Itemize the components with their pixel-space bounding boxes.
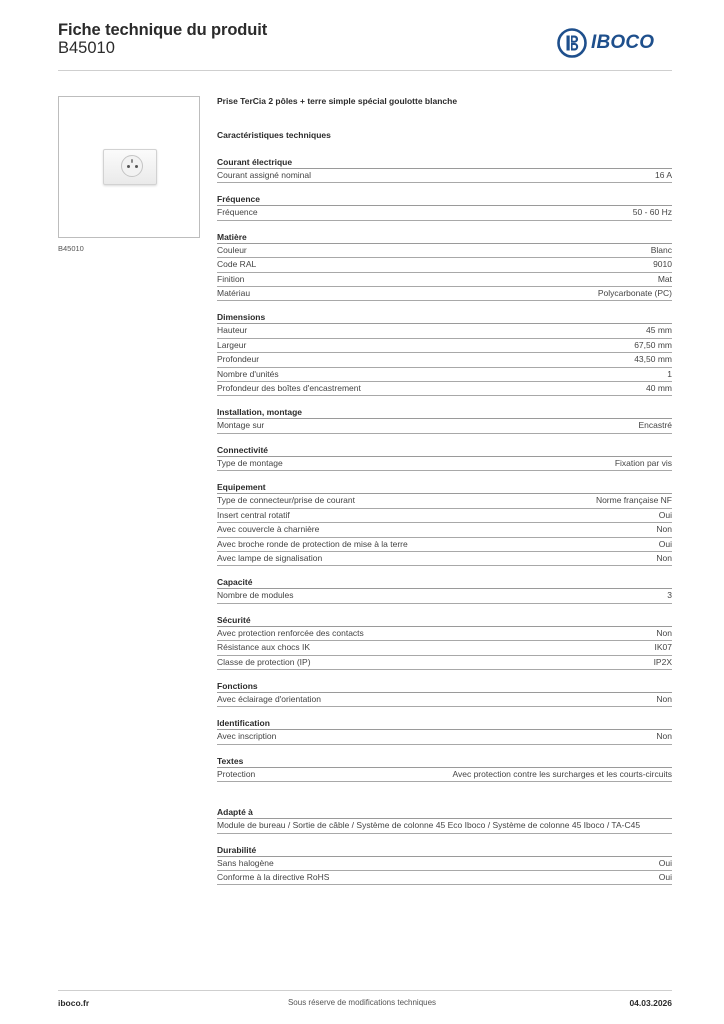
spec-label: Protection — [217, 768, 256, 779]
spec-section — [217, 406, 672, 433]
spec-label: Avec inscription — [217, 731, 277, 742]
spec-value: Oui — [658, 509, 672, 520]
spec-value: IK07 — [654, 642, 672, 653]
spec-section-title: Equipement — [217, 481, 672, 494]
spec-label: Nombre de modules — [217, 590, 294, 601]
spec-row — [217, 693, 672, 707]
spec-value: 40 mm — [646, 383, 672, 394]
spec-label: Avec lampe de signalisation — [217, 552, 323, 563]
spec-row — [217, 244, 672, 258]
spec-section — [217, 717, 672, 744]
spec-label: Profondeur des boîtes d'encastrement — [217, 383, 361, 394]
spec-value: Avec protection contre les surcharges et les courts-circuits — [452, 768, 672, 779]
spec-row — [217, 382, 672, 396]
spec-section — [217, 806, 672, 833]
spec-value: Blanc — [650, 244, 672, 255]
spec-row — [217, 871, 672, 885]
spec-value: 16 A — [654, 170, 672, 180]
spec-section — [217, 481, 672, 566]
spec-value: Non — [656, 524, 672, 535]
spec-row — [217, 641, 672, 655]
spec-label: Couleur — [217, 244, 247, 255]
spec-section-title: Fonctions — [217, 680, 672, 693]
spec-label: Hauteur — [217, 325, 248, 336]
spec-value: IP2X — [653, 656, 672, 667]
spec-label: Nombre d'unités — [217, 368, 279, 379]
spec-section-title: Installation, montage — [217, 406, 672, 419]
iboco-logo-icon — [557, 28, 587, 58]
spec-value: 9010 — [653, 259, 672, 270]
spec-label: Avec protection renforcée des contacts — [217, 627, 364, 638]
spec-label: Fréquence — [217, 207, 258, 218]
spec-sections — [217, 156, 672, 885]
spec-section-title: Courant électrique — [217, 156, 672, 169]
spec-row — [217, 627, 672, 641]
spec-section — [217, 193, 672, 220]
footer-date: 04.03.2026 — [629, 998, 672, 1008]
spec-value: Oui — [658, 871, 672, 882]
spec-value: Fixation par vis — [614, 457, 672, 468]
spec-section — [217, 614, 672, 670]
spec-row — [217, 494, 672, 508]
spec-row — [217, 206, 672, 220]
footer-divider — [58, 990, 672, 991]
spec-value: 43,50 mm — [634, 354, 672, 365]
spec-value: Non — [656, 627, 672, 638]
spec-label: Courant assigné nominal — [217, 170, 312, 180]
spec-label: Code RAL — [217, 259, 257, 270]
spec-value: 67,50 mm — [634, 339, 672, 350]
spec-label: Insert central rotatif — [217, 509, 290, 520]
spec-row — [217, 730, 672, 744]
specifications — [217, 96, 672, 895]
spec-value: Norme française NF — [595, 495, 672, 506]
product-name: Prise TerCia 2 pôles + terre simple spécial goulotte blanche — [217, 96, 458, 106]
spec-label: Sans halogène — [217, 857, 274, 868]
spec-row — [217, 258, 672, 272]
spec-label: Avec broche ronde de protection de mise à la terre — [217, 538, 408, 549]
spec-label: Conforme à la directive RoHS — [217, 871, 330, 882]
spec-row — [217, 273, 672, 287]
spec-label: Avec couvercle à charnière — [217, 524, 320, 535]
spec-label: Montage sur — [217, 420, 265, 431]
spec-row — [217, 552, 672, 566]
spec-value: Mat — [657, 273, 672, 284]
spec-value: Polycarbonate (PC) — [597, 288, 672, 299]
technical-characteristics-heading: Caractéristiques techniques — [217, 130, 331, 140]
spec-row — [217, 457, 672, 471]
logo-wordmark: IBOCO — [591, 32, 655, 53]
spec-row — [217, 857, 672, 871]
spec-row — [217, 509, 672, 523]
spec-row — [217, 768, 672, 782]
product-reference: B45010 — [58, 39, 115, 57]
spec-value: Non — [656, 693, 672, 704]
product-image-caption: B45010 — [58, 244, 84, 253]
header-divider — [58, 70, 672, 71]
spec-section-title: Textes — [217, 755, 672, 768]
footer-disclaimer: Sous réserve de modifications techniques — [287, 998, 437, 1007]
spec-section — [217, 576, 672, 603]
spec-row — [217, 656, 672, 670]
spec-value: Non — [656, 731, 672, 742]
spec-label: Largeur — [217, 339, 247, 350]
spec-section — [217, 231, 672, 302]
spec-row — [217, 169, 672, 183]
spec-section — [217, 311, 672, 396]
spec-row — [217, 538, 672, 552]
section-spacer — [217, 792, 672, 806]
spec-section — [217, 680, 672, 707]
spec-row — [217, 819, 672, 833]
spec-value: 50 - 60 Hz — [632, 207, 672, 218]
spec-value: Oui — [658, 857, 672, 868]
spec-row — [217, 353, 672, 367]
spec-label: Avec éclairage d'orientation — [217, 693, 322, 704]
spec-section-title: Capacité — [217, 576, 672, 589]
spec-section — [217, 444, 672, 471]
product-image — [58, 96, 200, 238]
spec-value: Encastré — [638, 420, 672, 431]
brand-logo[interactable] — [557, 27, 654, 59]
spec-section-title: Durabilité — [217, 844, 672, 857]
spec-row — [217, 324, 672, 338]
spec-value: 1 — [667, 368, 672, 379]
spec-section-title: Adapté à — [217, 806, 672, 819]
spec-row — [217, 589, 672, 603]
spec-section-title: Dimensions — [217, 311, 672, 324]
footer-website[interactable]: iboco.fr — [58, 998, 90, 1008]
spec-section — [217, 156, 672, 183]
spec-value: Non — [656, 552, 672, 563]
spec-row — [217, 523, 672, 537]
spec-row — [217, 287, 672, 301]
spec-section — [217, 844, 672, 886]
spec-section-title: Identification — [217, 717, 672, 730]
spec-section-title: Connectivité — [217, 444, 672, 457]
spec-row — [217, 368, 672, 382]
socket-illustration — [103, 149, 157, 185]
spec-section-title: Matière — [217, 231, 672, 244]
spec-label: Type de montage — [217, 457, 283, 468]
spec-section-title: Fréquence — [217, 193, 672, 206]
spec-row — [217, 339, 672, 353]
spec-section — [217, 755, 672, 782]
spec-label: Type de connecteur/prise de courant — [217, 495, 355, 506]
spec-value: 45 mm — [646, 325, 672, 336]
spec-value: 3 — [667, 590, 672, 601]
socket-outlet-icon — [121, 155, 143, 177]
spec-label: Matériau — [217, 288, 251, 299]
spec-value: Oui — [658, 538, 672, 549]
spec-label: Profondeur — [217, 354, 260, 365]
page-title: Fiche technique du produit — [58, 21, 268, 39]
spec-label: Classe de protection (IP) — [217, 656, 311, 667]
spec-label: Finition — [217, 273, 245, 284]
spec-label: Résistance aux chocs IK — [217, 642, 311, 653]
spec-section-title: Sécurité — [217, 614, 672, 627]
spec-row — [217, 419, 672, 433]
spec-label: Module de bureau / Sortie de câble / Système de colonne 45 Eco Iboco / Système de colonne 45 Iboco / TA-C45 — [217, 820, 641, 831]
